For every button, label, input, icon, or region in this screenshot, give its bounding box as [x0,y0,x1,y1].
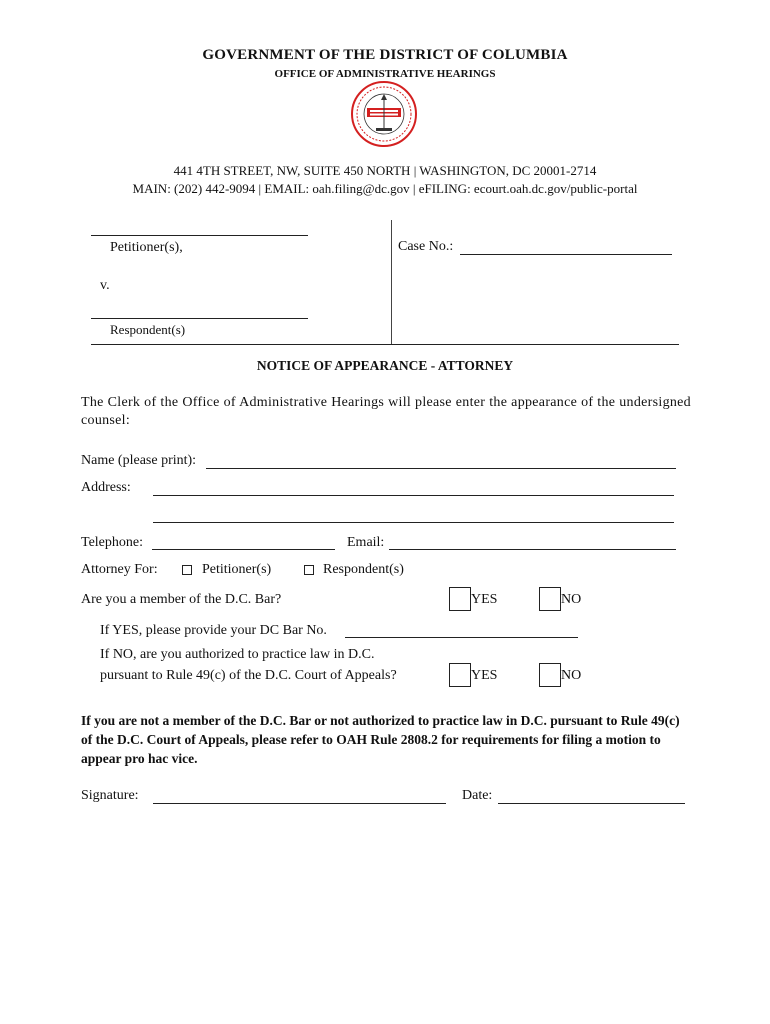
caption-bottom-rule [91,344,679,345]
office-contact: MAIN: (202) 442-9094 | EMAIL: oah.filing@dc.gov | eFILING: ecourt.oah.dc.gov/public-portal [132,181,638,196]
if-no-line1: If NO, are you authorized to practice law in D.C. [100,647,375,662]
dc-bar-number-field[interactable] [345,637,578,638]
petitioner-label: Petitioner(s), [110,240,183,255]
petitioner-line[interactable] [91,235,308,236]
respondent-option-label: Respondent(s) [323,562,404,577]
signature-field[interactable] [153,803,446,804]
caption-divider [391,220,392,345]
petitioner-checkbox[interactable] [182,565,192,575]
pro-hac-vice-warning: If you are not a member of the D.C. Bar or not authorized to practice law in D.C. pursuant to Rule 49(c) of the D.C. Court of Appeals, please refer to OAH Rule 2808.2 for requirements for filing a motion to appear pro hac vice. [81,713,680,766]
address-field-line2[interactable] [153,522,674,523]
signature-label: Signature: [81,788,139,803]
rule49-yes-label: YES [471,668,498,683]
petitioner-option-label: Petitioner(s) [202,562,272,577]
notice-intro: The Clerk of the Office of Administrative Hearings will please enter the appearance of the undersigned counsel: [81,395,691,428]
respondent-label: Respondent(s) [110,322,186,337]
name-field[interactable] [206,468,676,469]
respondent-checkbox[interactable] [304,565,314,575]
rule49-no-box[interactable] [539,663,561,687]
date-field[interactable] [498,803,685,804]
date-label: Date: [462,788,493,803]
versus-label: v. [100,278,110,293]
address-label: Address: [81,480,131,495]
attorney-for-label: Attorney For: [81,562,158,577]
dc-bar-yes-label: YES [471,592,498,607]
dc-bar-no-box[interactable] [539,587,561,611]
dc-seal-icon [350,80,418,148]
dc-bar-yes-box[interactable] [449,587,471,611]
address-field-line1[interactable] [153,495,674,496]
telephone-label: Telephone: [81,535,143,550]
notice-title: NOTICE OF APPEARANCE - ATTORNEY [256,358,514,373]
case-no-label: Case No.: [398,239,454,254]
name-label: Name (please print): [81,453,197,468]
case-no-field[interactable] [460,254,672,255]
telephone-field[interactable] [152,549,335,550]
rule49-yes-box[interactable] [449,663,471,687]
rule49-no-label: NO [561,668,582,683]
office-address: 441 4TH STREET, NW, SUITE 450 NORTH | WASHINGTON, DC 20001-2714 [173,163,597,178]
email-label: Email: [347,535,385,550]
if-yes-label: If YES, please provide your DC Bar No. [100,623,327,638]
email-field[interactable] [389,549,676,550]
government-title: GOVERNMENT OF THE DISTRICT OF COLUMBIA [202,47,568,63]
respondent-line[interactable] [91,318,308,319]
if-no-line2: pursuant to Rule 49(c) of the D.C. Court of Appeals? [100,668,397,683]
office-title: OFFICE OF ADMINISTRATIVE HEARINGS [274,68,496,80]
dc-bar-no-label: NO [561,592,582,607]
dc-bar-question: Are you a member of the D.C. Bar? [81,592,282,607]
